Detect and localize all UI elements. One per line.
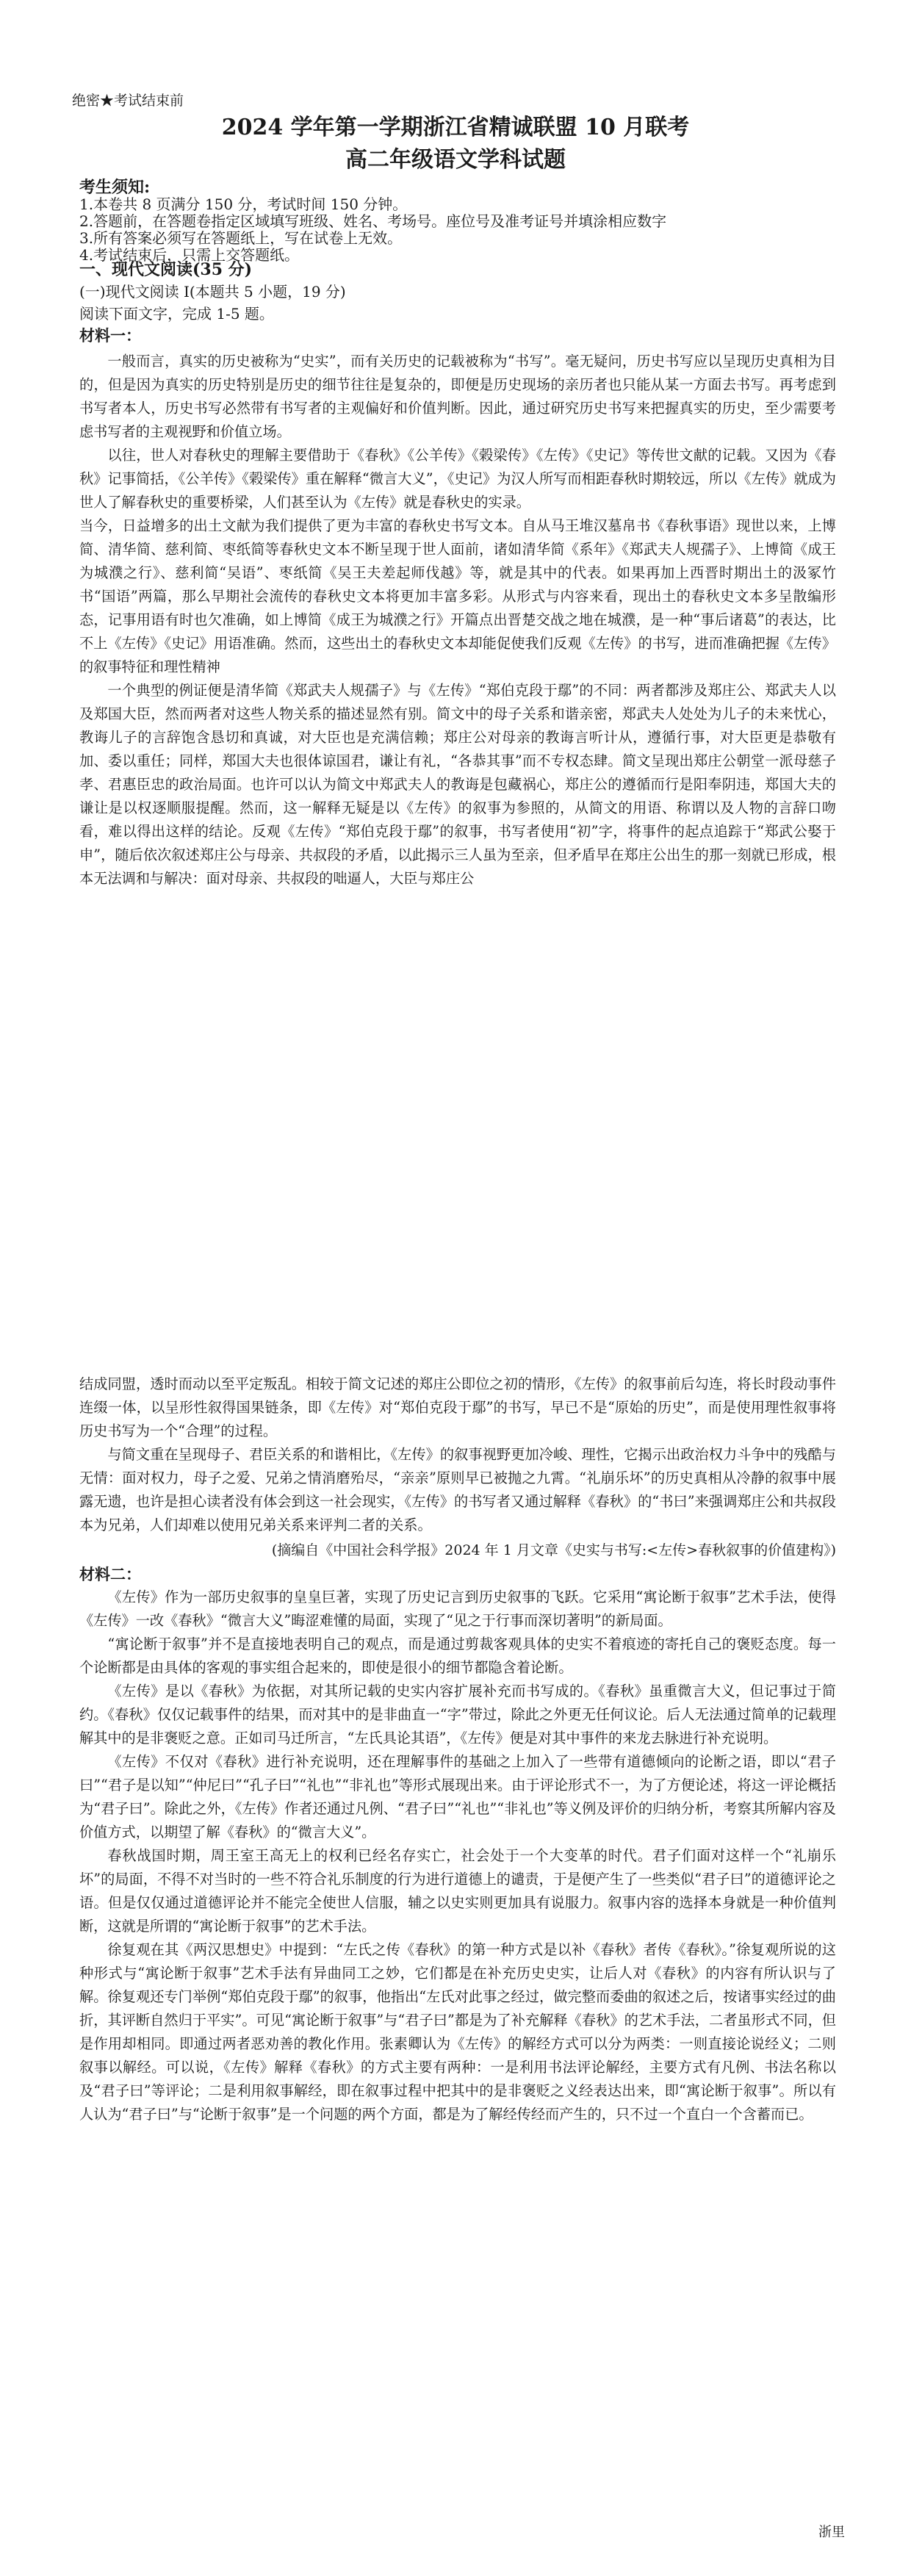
paragraph: 春秋战国时期，周王室王高无上的权利已经名存实亡，社会处于一个大变革的时代。君子们面对这样一个“礼崩乐坏”的局面，不得不对当时的一些不符合礼乐制度的行为进行道德上的谴责，于是便产生了一些类似“君子曰”的道德评论之语。但是仅仅通过道德评论并不能完全使世人信服，辅之以史实则更加具有说服力。叙事内容的选择本身就是一种价值判断，这就是所谓的“寓论断于叙事”的艺术手法。 — [79, 1847, 836, 1935]
paragraph: 一般而言，真实的历史被称为“史实”，而有关历史的记载被称为“书写”。毫无疑问，历史书写应以呈现历史真相为目的，但是因为真实的历史特别是历史的细节往往是复杂的，即便是历史现场的亲历者也只能从某一方面去书写。再考虑到书写者本人，历史书写必然带有书写者的主观偏好和价值判断。因此，通过研究历史书写来把握真实的历史，至少需要考虑书写者的主观视野和价值立场。 — [79, 353, 836, 440]
confidential-note: 绝密★考试结束前 — [72, 93, 184, 109]
paragraph: “寓论断于叙事”并不是直接地表明自己的观点，而是通过剪裁客观具体的史实不着痕迹的寄托自己的褒贬态度。每一个论断都是由具体的客观的事实组合起来的，即使是很小的细节都隐含着论断。 — [79, 1636, 836, 1676]
paragraph: 徐复观在其《两汉思想史》中提到：“左氏之传《春秋》的第一种方式是以补《春秋》者传《春秋》。”徐复观所说的这种形式与“寓论断于叙事”艺术手法有异曲同工之妙，它们都是在补充历史史实，让后人对《春秋》的内容有所认识与了解。徐复观还专门举例“郑伯克段于鄢”的叙事，他指出“左氏对此事之经过，做完整而委曲的叙述之后，按诸事实经过的曲折，其评断自然归于平实”。可见“寓论断于叙事”与“君子曰”都是为了补充解释《春秋》的艺术手法，二者虽形式不同，但是作用却相同。即通过两者恶劝善的教化作用。张素卿认为《左传》的解经方式可以分为两类：一则直接论说经义；二则叙事以解经。可以说，《左传》解释《春秋》的方式主要有两种：一是利用书法评论解经，主要方式有凡例、书法名称以及“君子曰”等评论；二是利用叙事解经，即在叙事过程中把其中的是非褒贬之义经表达出来，即“寓论断于叙事”。所以有人认为“君子曰”与“论断于叙事”是一个问题的两个方面，都是为了解经传经而产生的，只不过一个直白一个含蓄而已。 — [79, 1941, 836, 2123]
notice-heading: 考生须知: — [79, 178, 151, 197]
candidate-notice — [79, 179, 836, 264]
paragraph: 一个典型的例证便是清华简《郑武夫人规孺子》与《左传》“郑伯克段于鄢”的不同：两者都涉及郑庄公、郑武夫人以及郑国大臣，然而两者对这些人物关系的描述显然有别。简文中的母子关系和谐亲密，郑武夫人处处为儿子的未来忧心，教诲儿子的言辞饱含恳切和真诚，对大臣也是充满信赖；郑庄公对母亲的教诲言听计从，遵循行事，对大臣更是恭敬有加、委以重任；同样，郑国大夫也很体谅国君，谦让有礼，“各恭其事”而不专权态肆。简文呈现出郑庄公朝堂一派母慈子孝、君惠臣忠的政治局面。也许可以认为简文中郑武夫人的教诲是包藏祸心，郑庄公的遵循而行是阳奉阴违，郑国大夫的谦让是以权逐顺服提醒。然而，这一解释无疑是以《左传》的叙事为参照的，从简文的用语、称谓以及人物的言辞口吻看，难以得出这样的结论。反观《左传》“郑伯克段于鄢”的叙事，书写者使用“初”字，将事件的起点追踪于“郑武公娶于申”，随后依次叙述郑庄公与母亲、共叔段的矛盾，以此揭示三人虽为至亲，但矛盾早在郑庄公出生的那一刻就已形成，根本无法调和与解决：面对母亲、共叔段的咄逼人，大臣与郑庄公 — [79, 682, 836, 887]
source-citation: (摘编自《中国社会科学报》2024 年 1 月文章《史实与书写:<左传>春秋叙事的价值建构》) — [271, 1542, 836, 1558]
sub-section-heading: (一)现代文阅读 I(本题共 5 小题，19 分) — [79, 283, 346, 301]
notice-item: 2.答题前，在答题卷指定区域填写班级、姓名、考场号。座位号及准考证号并填涂相应数字 — [79, 212, 667, 230]
section-1-header — [79, 259, 836, 347]
footer-label: 浙里 — [818, 2525, 845, 2540]
paragraph: 当今，日益增多的出土文献为我们提供了更为丰富的春秋史书写文本。自从马王堆汉墓帛书《春秋事语》现世以来，上博简、清华简、慈利简、枣纸简等春秋史文本不断呈现于世人面前，诸如清华简《系年》《郑武夫人规孺子》、上博简《成王为城濮之行》、慈利简“吴语”、枣纸简《吴王夫差起师伐越》等，就是其中的代表。如果再加上西晋时期出土的汲冢竹书“国语”两篇，那么早期社会流传的春秋史文本将更加丰富多彩。从形式与内容来看，现出土的春秋史文本多呈散编形态，记事用语有时也欠准确，如上博简《成王为城濮之行》开篇点出晋楚交战之地在城濮，是一种“事后诸葛”的表达，比不上《左传》《史记》用语准确。然而，这些出土的春秋史文本却能促使我们反观《左传》的书写，进而准确把握《左传》的叙事特征和理性精神 — [79, 517, 836, 675]
paragraph: 以往，世人对春秋史的理解主要借助于《春秋》《公羊传》《榖梁传》《左传》《史记》等传世文献的记载。又因为《春秋》记事简括，《公羊传》《榖梁传》重在解释“微言大义”，《史记》为汉人所写而相距春秋时期较远，所以《左传》就成为世人了解春秋史的重要桥梁，人们甚至认为《左传》就是春秋史的实录。 — [79, 447, 836, 511]
paragraph: 与简文重在呈现母子、君臣关系的和谐相比，《左传》的叙事视野更加冷峻、理性，它揭示出政治权力斗争中的残酷与无情：面对权力，母子之爱、兄弟之情消磨殆尽，“亲亲”原则早已被抛之九霄。“礼崩乐坏”的历史真相从冷静的叙事中展露无遗，也许是担心读者没有体会到这一社会现实，《左传》的书写者又通过解释《春秋》的“书曰”来强调郑庄公和共叔段本为兄弟，人们却难以使用兄弟关系来评判二者的关系。 — [79, 1446, 836, 1533]
exam-title: 2024 学年第一学期浙江省精诚联盟 10 月联考 — [221, 115, 690, 140]
reading-instruction: 阅读下面文字，完成 1-5 题。 — [79, 305, 274, 323]
exam-subtitle: 高二年级语文学科试题 — [345, 147, 566, 173]
paragraph: 《左传》不仅对《春秋》进行补充说明，还在理解事件的基础之上加入了一些带有道德倾向的论断之语，即以“君子曰”“君子是以知”“仲尼曰”“孔子曰”“礼也”“非礼也”等形式展现出来。由于评论形式不一，为了方便论述，将这一评论概括为“君子曰”。除此之外，《左传》作者还通过凡例、“君子曰”“礼也”“非礼也”等义例及评价的归纳分析，考察其所解内容及价值方式，以期望了解《春秋》的“微言大义”。 — [79, 1753, 836, 1841]
section-heading: 一、现代文阅读(35 分) — [79, 260, 253, 279]
material-2-label: 材料二： — [79, 1565, 141, 1583]
notice-item: 1.本卷共 8 页满分 150 分，考试时间 150 分钟。 — [79, 195, 408, 213]
notice-item: 4.考试结束后，只需上交答题纸。 — [79, 246, 300, 264]
title-block — [0, 112, 911, 176]
paragraph: 结成同盟，透时而动以至平定叛乱。相较于简文记述的郑庄公即位之初的情形，《左传》的叙事前后勾连，将长时段动事件连缀一体，以呈形性叙得国果链条，即《左传》对“郑伯克段于鄢”的书写，早已不是“原始的历史”，而是使用理性叙事将历史书写为一个“合理”的过程。 — [79, 1375, 836, 1439]
notice-item: 3.所有答案必须写在答题纸上，写在试卷上无效。 — [79, 229, 403, 247]
material-1-part-b — [79, 1372, 836, 2126]
paragraph: 《左传》作为一部历史叙事的皇皇巨著，实现了历史记言到历史叙事的飞跃。它采用“寓论断于叙事”艺术手法，使得《左传》一改《春秋》“微言大义”晦涩难懂的局面，实现了“见之于行事而深切著明”的新局面。 — [79, 1589, 836, 1629]
material-1-part-a — [79, 350, 836, 891]
paragraph: 《左传》是以《春秋》为依据，对其所记载的史实内容扩展补充而书写成的。《春秋》虽重微言大义，但记事过于简约。《春秋》仅仅记载事件的结果，而对其中的是非曲直一“字”带过，除此之外更无任何议论。后人无法通过简单的记载理解其中的是非褒贬之意。正如司马迁所言，“左氏具论其语”，《左传》便是对其中事件的来龙去脉进行补充说明。 — [79, 1683, 836, 1746]
material-1-label: 材料一： — [79, 326, 141, 345]
